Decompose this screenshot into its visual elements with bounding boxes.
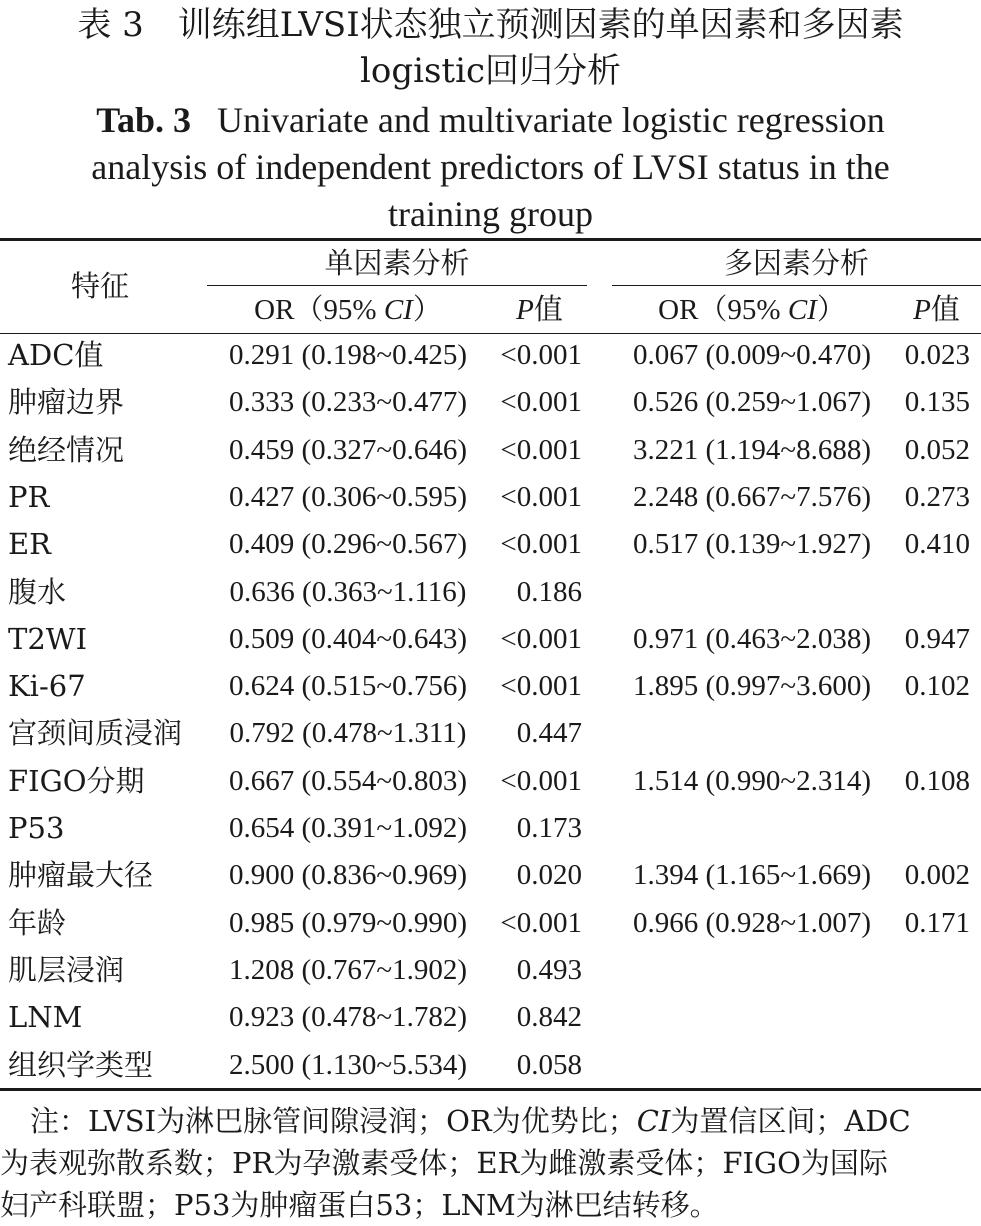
table-header-rule: [0, 333, 981, 334]
header-univariate: 单因素分析: [324, 246, 470, 280]
header-multivariate: 多因素分析: [723, 246, 869, 280]
cell-uni-or-ci: 0.985 (0.979~0.990): [228, 907, 467, 939]
cell-multi-or-ci: 1.394 (1.165~1.669): [632, 859, 871, 891]
cell-uni-or-ci: 0.923 (0.478~1.782): [228, 1001, 467, 1033]
cell-multi-or-ci: 2.248 (0.667~7.576): [632, 481, 871, 513]
cell-feature: LNM: [8, 1000, 83, 1034]
cell-feature: 腹水: [8, 575, 67, 609]
univariate-underline: [207, 285, 587, 286]
cell-multi-or-ci: 0.971 (0.463~2.038): [632, 623, 871, 655]
cell-uni-or-ci: 0.624 (0.515~0.756): [228, 670, 467, 702]
cell-multi-or-ci: 1.895 (0.997~3.600): [632, 670, 871, 702]
cell-multi-p: 0.108: [904, 765, 970, 797]
cell-multi-or-ci: 0.526 (0.259~1.067): [632, 386, 871, 418]
table-title-en-line2: analysis of independent predictors of LVSI status in the: [91, 147, 890, 187]
cell-uni-or-ci: 0.509 (0.404~0.643): [228, 623, 467, 655]
cell-uni-p: <0.001: [500, 481, 582, 513]
cell-multi-or-ci: 0.517 (0.139~1.927): [632, 528, 871, 560]
cell-uni-p: <0.001: [500, 623, 582, 655]
cell-uni-p: <0.001: [500, 339, 582, 371]
cell-uni-or-ci: 0.409 (0.296~0.567): [228, 528, 467, 560]
cell-feature: P53: [8, 811, 65, 845]
cell-uni-or-ci: 2.500 (1.130~5.534): [228, 1049, 467, 1081]
table-note: 注：LVSI为淋巴脉管间隙浸润；OR为优势比；CI为置信区间；ADC 为表观弥散系数；PR为孕激素受体；ER为雌激素受体；FIGO为国际 妇产科联盟；P53为肿瘤蛋白53；LNM为淋巴结转移。: [0, 1104, 911, 1222]
cell-uni-or-ci: 0.636 (0.363~1.116): [229, 576, 467, 608]
cell-uni-p: 0.173: [516, 812, 582, 844]
cell-uni-p: 0.020: [516, 859, 582, 891]
table-title-en-line3: training group: [388, 194, 593, 234]
cell-multi-or-ci: 1.514 (0.990~2.314): [632, 765, 871, 797]
cell-uni-or-ci: 0.654 (0.391~1.092): [228, 812, 467, 844]
multivariate-underline: [612, 285, 981, 286]
cell-multi-p: 0.102: [904, 670, 970, 702]
cell-multi-p: 0.135: [904, 386, 970, 418]
cell-feature: 组织学类型: [8, 1048, 154, 1082]
table-top-rule: [0, 238, 981, 241]
table-title-en-text1: Univariate and multivariate logistic regression: [216, 100, 885, 140]
table-bottom-rule: [0, 1088, 981, 1091]
table-title-en-line1: [0, 96, 981, 144]
cell-uni-p: 0.058: [516, 1049, 582, 1081]
cell-feature: FIGO分期: [8, 764, 145, 798]
cell-feature: T2WI: [8, 622, 88, 656]
cell-multi-p: 0.410: [904, 528, 970, 560]
cell-uni-or-ci: 1.208 (0.767~1.902): [228, 954, 467, 986]
header-multi-or-ci: OR（95% CI）: [658, 294, 846, 326]
cell-multi-or-ci: 0.966 (0.928~1.007): [632, 907, 871, 939]
cell-uni-or-ci: 0.333 (0.233~0.477): [228, 386, 467, 418]
header-uni-or-ci: OR（95% CI）: [254, 294, 442, 326]
cell-uni-p: <0.001: [500, 670, 582, 702]
header-feature: 特征: [70, 269, 129, 303]
cell-uni-p: <0.001: [500, 907, 582, 939]
cell-feature: 宫颈间质浸润: [8, 716, 183, 750]
table-title-cn-line1: 表 3 训练组LVSI状态独立预测因素的单因素和多因素: [77, 5, 904, 45]
cell-uni-or-ci: 0.291 (0.198~0.425): [228, 339, 467, 371]
cell-multi-p: 0.052: [904, 434, 970, 466]
cell-multi-p: 0.023: [904, 339, 970, 371]
cell-feature: 肌层浸润: [8, 953, 125, 987]
cell-feature: 肿瘤最大径: [8, 858, 154, 892]
cell-uni-or-ci: 0.900 (0.836~0.969): [228, 859, 467, 891]
header-uni-p: P值: [516, 294, 563, 326]
cell-uni-p: 0.842: [516, 1001, 582, 1033]
cell-uni-p: 0.447: [516, 717, 582, 749]
cell-uni-p: <0.001: [500, 528, 582, 560]
cell-uni-or-ci: 0.459 (0.327~0.646): [228, 434, 467, 466]
cell-feature: 年龄: [8, 906, 67, 940]
header-multi-p: P值: [913, 294, 960, 326]
cell-multi-p: 0.171: [904, 907, 970, 939]
table-title-cn-line2: logistic回归分析: [359, 51, 621, 91]
cell-multi-p: 0.002: [904, 859, 970, 891]
table-label: Tab. 3: [96, 100, 191, 140]
cell-feature: 肿瘤边界: [8, 385, 125, 419]
cell-uni-or-ci: 0.792 (0.478~1.311): [229, 717, 467, 749]
cell-multi-p: 0.947: [904, 623, 970, 655]
cell-uni-or-ci: 0.427 (0.306~0.595): [228, 481, 467, 513]
cell-feature: Ki-67: [8, 669, 86, 703]
cell-uni-p: <0.001: [500, 434, 582, 466]
cell-uni-p: <0.001: [500, 386, 582, 418]
cell-uni-or-ci: 0.667 (0.554~0.803): [228, 765, 467, 797]
cell-multi-or-ci: 3.221 (1.194~8.688): [632, 434, 871, 466]
cell-uni-p: 0.493: [516, 954, 582, 986]
cell-feature: 绝经情况: [8, 433, 125, 467]
cell-feature: ADC值: [8, 338, 104, 372]
cell-multi-p: 0.273: [904, 481, 970, 513]
cell-multi-or-ci: 0.067 (0.009~0.470): [632, 339, 871, 371]
cell-feature: PR: [8, 480, 50, 514]
cell-uni-p: <0.001: [500, 765, 582, 797]
cell-uni-p: 0.186: [516, 576, 582, 608]
cell-feature: ER: [8, 527, 52, 561]
